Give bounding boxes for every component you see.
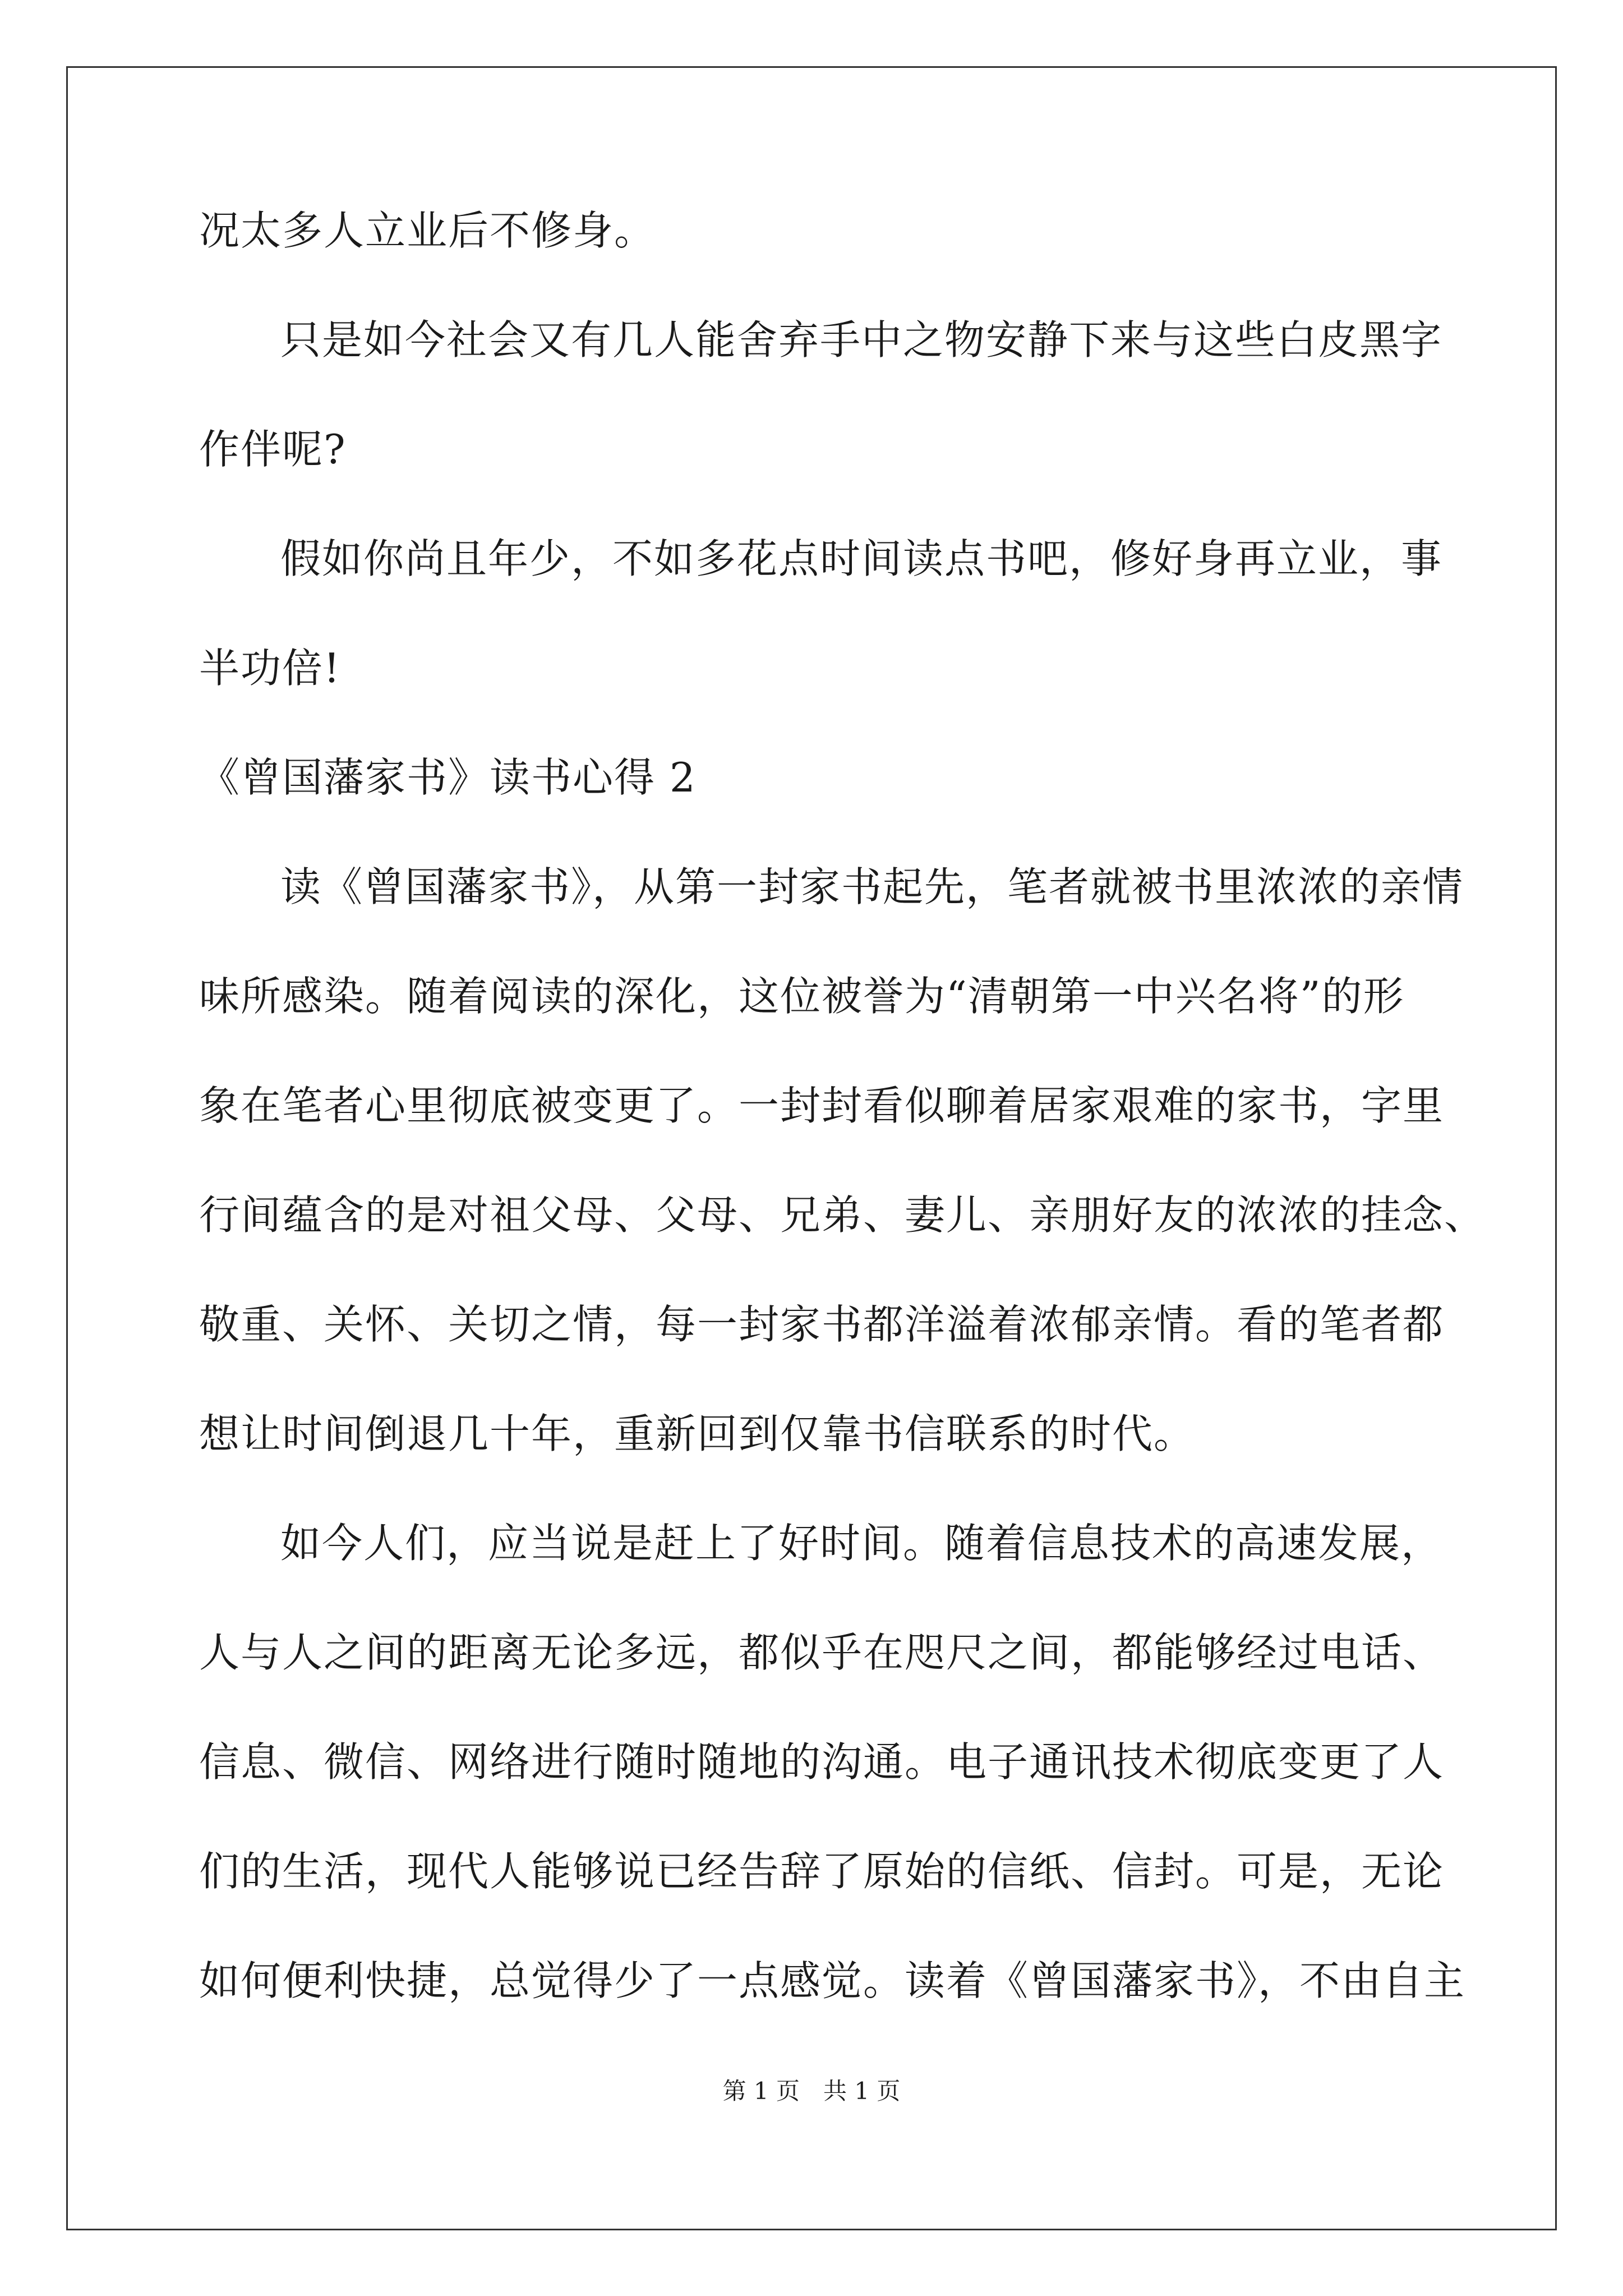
page-border [66,66,1557,2230]
text-line: 读《曾国藩家书》，从第一封家书起先，笔者就被书里浓浓的亲情 [280,863,1464,910]
text-line: 如今人们，应当说是赶上了好时间。随着信息技术的高速发展， [280,1520,1443,1567]
text-line: 们的生活，现代人能够说已经告辞了原始的信纸、信封。可是，无论 [199,1848,1445,1895]
text-line: 行间蕴含的是对祖父母、父母、兄弟、妻儿、亲朋好友的浓浓的挂念、 [199,1191,1486,1239]
text-line: 敬重、关怀、关切之情，每一封家书都洋溢着浓郁亲情。看的笔者都 [199,1301,1445,1348]
text-line: 作伴呢? [199,426,347,473]
text-line: 人与人之间的距离无论多远，都似乎在咫尺之间，都能够经过电话、 [199,1629,1445,1676]
text-line: 假如你尚且年少，不如多花点时间读点书吧，修好身再立业，事 [280,535,1443,582]
section-heading: 《曾国藩家书》读书心得 2 [199,754,697,801]
text-line: 半功倍! [199,645,341,692]
text-line: 如何便利快捷，总觉得少了一点感觉。读着《曾国藩家书》，不由自主 [199,1957,1466,2004]
text-line: 况太多人立业后不修身。 [199,207,656,254]
text-line: 象在笔者心里彻底被变更了。一封封看似聊着居家艰难的家书，字里 [199,1082,1445,1129]
page-footer: 第 1 页 共 1 页 [722,2077,901,2105]
text-line: 信息、微信、网络进行随时随地的沟通。电子通讯技术彻底变更了人 [199,1738,1445,1786]
text-line: 只是如今社会又有几人能舍弃手中之物安静下来与这些白皮黑字 [280,316,1443,364]
text-line: 味所感染。随着阅读的深化，这位被誉为“清朝第一中兴名将”的形 [199,973,1405,1020]
text-line: 想让时间倒退几十年，重新回到仅靠书信联系的时代。 [199,1410,1196,1457]
